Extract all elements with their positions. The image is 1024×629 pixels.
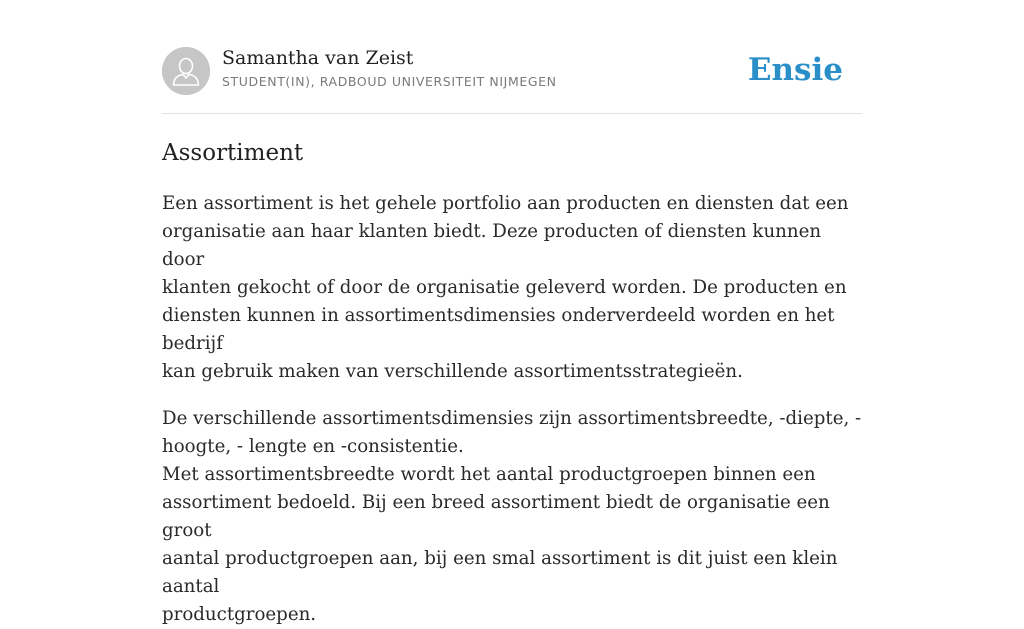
author-role: STUDENT(IN), RADBOUD UNIVERSITEIT NIJMEGEN: [222, 74, 557, 89]
article-body: [162, 190, 862, 629]
header-divider: [162, 113, 862, 114]
article-title: Assortiment: [162, 140, 304, 166]
article-paragraph: De verschillende assortimentsdimensies zijn assortimentsbreedte, -diepte, - hoogte, - lengte en -consistentie. Met assortimentsbreedte wordt het aantal productgroepen binnen een assortiment bedoeld. Bij een breed assortiment biedt de organisatie een groot aantal productgroepen aan, bij een smal assortiment is dit juist een klein aantal productgroepen.: [162, 408, 862, 625]
author-name[interactable]: Samantha van Zeist: [222, 47, 414, 69]
user-avatar-icon[interactable]: [162, 47, 210, 95]
article-paragraph: Een assortiment is het gehele portfolio aan producten en diensten dat een organisatie aan haar klanten biedt. Deze producten of diensten kunnen door klanten gekocht of door de organisatie geleverd worden. De producten en diensten kunnen in assortimentsdimensies onderverdeeld worden en het bedrijf kan gebruik maken van verschillende assortimentsstrategieën.: [162, 193, 849, 382]
ensie-logo[interactable]: Ensie: [747, 52, 843, 88]
author-header: [162, 46, 862, 96]
